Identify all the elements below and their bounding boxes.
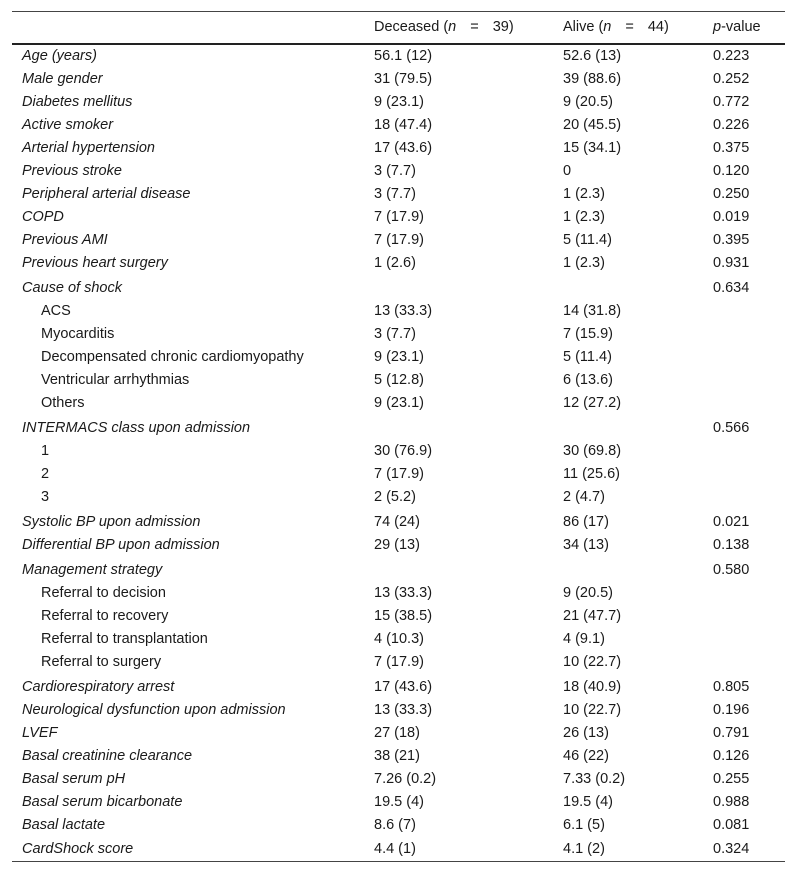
deceased-value: 9 (23.1) xyxy=(374,395,424,411)
table-body xyxy=(12,44,785,862)
table-row xyxy=(12,323,785,346)
p-value xyxy=(703,582,785,605)
header-deceased-eq: = xyxy=(470,19,479,36)
header-empty xyxy=(12,12,364,44)
table-row xyxy=(12,91,785,114)
table-row xyxy=(12,674,785,699)
row-label: Previous stroke xyxy=(22,163,122,179)
p-value: 0.196 xyxy=(713,702,750,718)
alive-value: 21 (47.7) xyxy=(563,608,622,624)
p-value xyxy=(703,605,785,628)
alive-value: 30 (69.8) xyxy=(563,443,622,459)
p-value: 0.120 xyxy=(713,163,750,179)
deceased-value: 2 (5.2) xyxy=(374,489,416,505)
alive-value: 6.1 (5) xyxy=(563,817,605,833)
deceased-value: 7 (17.9) xyxy=(374,466,424,482)
p-value: 0.634 xyxy=(713,280,750,296)
row-label: Management strategy xyxy=(22,562,163,578)
deceased-value: 13 (33.3) xyxy=(374,702,433,718)
alive-value: 86 (17) xyxy=(563,514,609,530)
alive-value: 10 (22.7) xyxy=(563,654,622,670)
p-value: 0.375 xyxy=(713,140,750,156)
deceased-value: 4 (10.3) xyxy=(374,631,424,647)
deceased-value: 27 (18) xyxy=(374,725,420,741)
row-label: Basal lactate xyxy=(22,817,106,833)
alive-value: 9 (20.5) xyxy=(563,585,613,601)
alive-value: 18 (40.9) xyxy=(563,679,622,695)
row-label: Active smoker xyxy=(22,117,114,133)
alive-value: 39 (88.6) xyxy=(563,71,622,87)
p-value xyxy=(703,440,785,463)
header-alive-label: Alive ( xyxy=(563,19,604,36)
table-row xyxy=(12,557,785,582)
table-row xyxy=(12,463,785,486)
p-value: 0.226 xyxy=(713,117,750,133)
alive-value: 26 (13) xyxy=(563,725,609,741)
header-deceased-n: n xyxy=(448,19,457,36)
p-value: 0.324 xyxy=(703,837,785,862)
table-row xyxy=(12,275,785,300)
row-label: Ventricular arrhythmias xyxy=(41,372,190,388)
alive-value: 0 xyxy=(563,163,572,179)
deceased-value: 17 (43.6) xyxy=(374,140,433,156)
alive-value: 4.1 (2) xyxy=(553,837,703,862)
row-label: Referral to transplantation xyxy=(41,631,208,647)
alive-value: 19.5 (4) xyxy=(563,794,613,810)
table-row xyxy=(12,44,785,68)
table-container xyxy=(12,11,785,862)
alive-value: 6 (13.6) xyxy=(563,372,613,388)
header-alive-count: 44) xyxy=(647,19,669,36)
table-row xyxy=(12,229,785,252)
header-pvalue xyxy=(703,12,785,44)
deceased-value: 13 (33.3) xyxy=(374,303,433,319)
table-row xyxy=(12,509,785,534)
row-label: Diabetes mellitus xyxy=(22,94,133,110)
data-table xyxy=(12,11,785,862)
deceased-value: 18 (47.4) xyxy=(374,117,433,133)
table-row xyxy=(12,206,785,229)
p-value: 0.988 xyxy=(713,794,750,810)
alive-value: 14 (31.8) xyxy=(563,303,622,319)
deceased-value: 17 (43.6) xyxy=(374,679,433,695)
alive-value: 5 (11.4) xyxy=(563,232,612,248)
row-label: Previous AMI xyxy=(22,232,108,248)
row-label: Basal serum pH xyxy=(22,771,126,787)
row-label: Basal creatinine clearance xyxy=(22,748,193,764)
alive-value: 2 (4.7) xyxy=(563,489,605,505)
deceased-value xyxy=(364,275,553,300)
alive-value: 9 (20.5) xyxy=(563,94,613,110)
table-row xyxy=(12,722,785,745)
deceased-value xyxy=(364,557,553,582)
row-label: Peripheral arterial disease xyxy=(22,186,191,202)
deceased-value: 19.5 (4) xyxy=(374,794,424,810)
p-value: 0.223 xyxy=(713,48,750,64)
alive-value xyxy=(553,415,703,440)
table-row xyxy=(12,605,785,628)
row-label: Previous heart surgery xyxy=(22,255,168,271)
deceased-value xyxy=(364,415,553,440)
p-value xyxy=(703,651,785,674)
row-label: Differential BP upon admission xyxy=(22,537,220,553)
row-label: CardShock score xyxy=(12,837,364,862)
alive-value: 46 (22) xyxy=(563,748,609,764)
deceased-value: 38 (21) xyxy=(374,748,420,764)
deceased-value: 56.1 (12) xyxy=(374,48,433,64)
p-value: 0.138 xyxy=(713,537,750,553)
deceased-value: 5 (12.8) xyxy=(374,372,424,388)
row-label: Cardiorespiratory arrest xyxy=(22,679,175,695)
row-label: INTERMACS class upon admission xyxy=(22,420,251,436)
header-row xyxy=(12,12,785,44)
alive-value xyxy=(553,557,703,582)
row-label: Arterial hypertension xyxy=(22,140,155,156)
table-row xyxy=(12,440,785,463)
header-alive-eq: = xyxy=(625,19,634,36)
table-row xyxy=(12,745,785,768)
deceased-value: 31 (79.5) xyxy=(374,71,433,87)
row-label: COPD xyxy=(22,209,64,225)
table-row xyxy=(12,183,785,206)
alive-value: 1 (2.3) xyxy=(563,209,605,225)
table-row xyxy=(12,768,785,791)
deceased-value: 7 (17.9) xyxy=(374,654,424,670)
p-value xyxy=(703,486,785,509)
alive-value: 5 (11.4) xyxy=(563,349,612,365)
p-value xyxy=(703,463,785,486)
alive-value: 34 (13) xyxy=(563,537,609,553)
alive-value: 1 (2.3) xyxy=(563,255,605,271)
p-value xyxy=(703,392,785,415)
header-alive-n: n xyxy=(603,19,612,36)
table-row xyxy=(12,369,785,392)
row-label: 1 xyxy=(41,443,50,459)
table-row xyxy=(12,837,785,862)
p-value: 0.566 xyxy=(713,420,750,436)
table-row xyxy=(12,300,785,323)
header-pvalue-rest: -value xyxy=(721,19,761,36)
p-value: 0.252 xyxy=(713,71,750,87)
deceased-value: 7 (17.9) xyxy=(374,209,424,225)
deceased-value: 3 (7.7) xyxy=(374,326,416,342)
deceased-value: 7 (17.9) xyxy=(374,232,424,248)
deceased-value: 9 (23.1) xyxy=(374,349,424,365)
table-row xyxy=(12,137,785,160)
p-value: 0.081 xyxy=(713,817,750,833)
row-label: Referral to decision xyxy=(41,585,166,601)
alive-value: 15 (34.1) xyxy=(563,140,622,156)
p-value: 0.395 xyxy=(713,232,750,248)
deceased-value: 30 (76.9) xyxy=(374,443,433,459)
row-label: Basal serum bicarbonate xyxy=(22,794,183,810)
alive-value xyxy=(553,275,703,300)
p-value: 0.255 xyxy=(713,771,750,787)
table-row xyxy=(12,814,785,837)
row-label: Male gender xyxy=(22,71,103,87)
p-value xyxy=(703,369,785,392)
row-label: ACS xyxy=(41,303,71,319)
table-row xyxy=(12,699,785,722)
table-row xyxy=(12,651,785,674)
p-value xyxy=(703,323,785,346)
p-value: 0.772 xyxy=(713,94,750,110)
p-value: 0.250 xyxy=(713,186,750,202)
table-row xyxy=(12,346,785,369)
row-label: 3 xyxy=(41,489,50,505)
alive-value: 20 (45.5) xyxy=(563,117,622,133)
table-header xyxy=(12,12,785,44)
row-label: Decompensated chronic cardiomyopathy xyxy=(41,349,304,365)
deceased-value: 1 (2.6) xyxy=(374,255,416,271)
table-row xyxy=(12,486,785,509)
p-value: 0.019 xyxy=(713,209,750,225)
row-label: Referral to recovery xyxy=(41,608,169,624)
alive-value: 7 (15.9) xyxy=(563,326,613,342)
p-value xyxy=(703,300,785,323)
table-row xyxy=(12,160,785,183)
row-label: Neurological dysfunction upon admission xyxy=(22,702,286,718)
deceased-value: 7.26 (0.2) xyxy=(374,771,437,787)
deceased-value: 8.6 (7) xyxy=(374,817,416,833)
row-label: Systolic BP upon admission xyxy=(22,514,201,530)
table-row xyxy=(12,582,785,605)
p-value: 0.931 xyxy=(713,255,750,271)
alive-value: 52.6 (13) xyxy=(563,48,622,64)
table-row xyxy=(12,791,785,814)
header-p: p xyxy=(713,19,722,36)
deceased-value: 3 (7.7) xyxy=(374,163,416,179)
row-label: Cause of shock xyxy=(22,280,122,296)
p-value xyxy=(703,346,785,369)
row-label: Myocarditis xyxy=(41,326,115,342)
alive-value: 10 (22.7) xyxy=(563,702,622,718)
table-row xyxy=(12,628,785,651)
alive-value: 7.33 (0.2) xyxy=(563,771,626,787)
p-value: 0.805 xyxy=(713,679,750,695)
alive-value: 4 (9.1) xyxy=(563,631,605,647)
p-value: 0.791 xyxy=(713,725,750,741)
table-row xyxy=(12,392,785,415)
header-deceased-label: Deceased ( xyxy=(374,19,449,36)
deceased-value: 9 (23.1) xyxy=(374,94,424,110)
row-label: 2 xyxy=(41,466,50,482)
header-alive xyxy=(553,12,703,44)
row-label: Others xyxy=(41,395,85,411)
p-value xyxy=(703,628,785,651)
alive-value: 12 (27.2) xyxy=(563,395,622,411)
table-row xyxy=(12,114,785,137)
deceased-value: 29 (13) xyxy=(374,537,420,553)
alive-value: 1 (2.3) xyxy=(563,186,605,202)
deceased-value: 3 (7.7) xyxy=(374,186,416,202)
deceased-value: 15 (38.5) xyxy=(374,608,433,624)
header-deceased xyxy=(364,12,553,44)
table-row xyxy=(12,68,785,91)
row-label: LVEF xyxy=(22,725,58,741)
alive-value: 11 (25.6) xyxy=(563,466,620,482)
p-value: 0.126 xyxy=(713,748,750,764)
deceased-value: 13 (33.3) xyxy=(374,585,433,601)
row-label: Referral to surgery xyxy=(41,654,162,670)
p-value: 0.021 xyxy=(713,514,750,530)
table-row xyxy=(12,534,785,557)
table-row xyxy=(12,415,785,440)
p-value: 0.580 xyxy=(713,562,750,578)
header-deceased-count: 39) xyxy=(492,19,514,36)
row-label: Age (years) xyxy=(22,48,97,64)
deceased-value: 74 (24) xyxy=(374,514,420,530)
table-row xyxy=(12,252,785,275)
deceased-value: 4.4 (1) xyxy=(364,837,553,862)
